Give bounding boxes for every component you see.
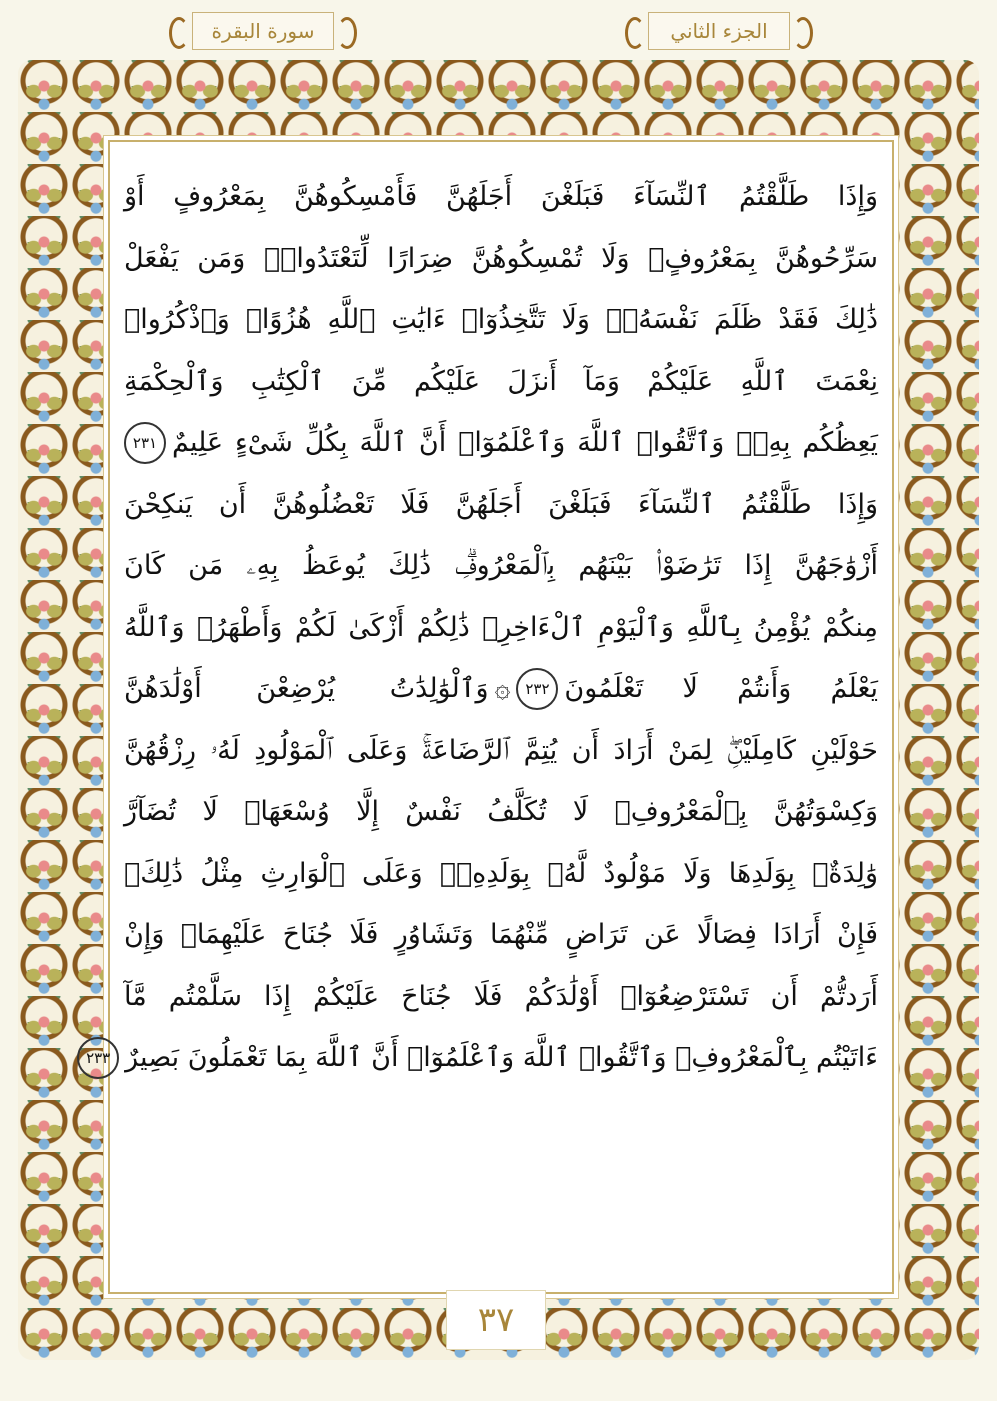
- hizb-mark-icon: ۞: [494, 673, 511, 704]
- text-line: [124, 535, 878, 597]
- line-text: يَعِظُكُم بِهِۦۚ وَٱتَّقُوا۟ ٱللَّهَ وَٱعْلَمُوٓا۟ أَنَّ ٱللَّهَ بِكُلِّ شَىْءٍ عَلِيمٌ: [172, 427, 878, 458]
- line-text: سَرِّحُوهُنَّ بِمَعْرُوفٍۚ وَلَا تُمْسِكُوهُنَّ ضِرَارًا لِّتَعْتَدُوا۟ۚ وَمَن يَفْعَلْ: [124, 242, 878, 274]
- quran-text: [86, 166, 878, 1089]
- line-text: فَإِنْ أَرَادَا فِصَالًا عَن تَرَاضٍ مِّنْهُمَا وَتَشَاوُرٍ فَلَا جُنَاحَ عَلَيْهِمَاۗ وَإِنْ: [124, 919, 878, 950]
- juz-label: الجزء الثاني: [648, 12, 790, 50]
- page-number: ٣٧: [446, 1290, 546, 1350]
- text-line: [124, 166, 878, 228]
- text-line: [124, 658, 878, 720]
- ayah-marker: ٢٣٢: [516, 668, 558, 710]
- text-line: [124, 351, 878, 413]
- line-text: وَإِذَا طَلَّقْتُمُ ٱلنِّسَآءَ فَبَلَغْنَ أَجَلَهُنَّ فَلَا تَعْضُلُوهُنَّ أَن يَنكِحْنَ: [124, 488, 878, 520]
- line-text: ءَاتَيْتُم بِٱلْمَعْرُوفِۗ وَٱتَّقُوا۟ ٱللَّهَ وَٱعْلَمُوٓا۟ أَنَّ ٱللَّهَ بِمَا تَعْمَلُونَ بَصِيرٌ: [125, 1042, 878, 1073]
- text-line: [124, 597, 878, 659]
- text-line: [124, 720, 878, 782]
- line-text: وَٰلِدَةٌۢ بِوَلَدِهَا وَلَا مَوْلُودٌ لَّهُۥ بِوَلَدِهِۦۚ وَعَلَى ٱلْوَارِثِ مِثْلُ ذَٰلِكَۗ: [124, 857, 878, 889]
- line-text: وَإِذَا طَلَّقْتُمُ ٱلنِّسَآءَ فَبَلَغْنَ أَجَلَهُنَّ فَأَمْسِكُوهُنَّ بِمَعْرُوفٍ أَوْ: [124, 181, 878, 212]
- line-text: أَزْوَٰجَهُنَّ إِذَا تَرَٰضَوْا۟ بَيْنَهُم بِٱلْمَعْرُوفِۗ ذَٰلِكَ يُوعَظُ بِهِۦ مَن كَانَ: [124, 550, 878, 581]
- line-text: وَٱلْوَٰلِدَٰتُ يُرْضِعْنَ أَوْلَٰدَهُنَّ: [123, 673, 489, 704]
- text-line: [124, 781, 878, 843]
- text-line: [124, 228, 878, 290]
- text-line: [124, 966, 878, 1028]
- text-line: [124, 474, 878, 536]
- surah-label: سورة البقرة: [192, 12, 334, 50]
- line-text: مِنكُمْ يُؤْمِنُ بِٱللَّهِ وَٱلْيَوْمِ ٱلْءَاخِرِۗ ذَٰلِكُمْ أَزْكَىٰ لَكُمْ وَأَطْهَرُۗ وَٱللَّهُ: [124, 611, 878, 643]
- text-line: [124, 904, 878, 966]
- line-text: حَوْلَيْنِ كَامِلَيْنِۖ لِمَنْ أَرَادَ أَن يُتِمَّ ٱلرَّضَاعَةَۚ وَعَلَى ٱلْمَوْلُودِ لَهُۥ رِزْقُهُنَّ: [124, 734, 878, 766]
- text-line: [124, 412, 878, 474]
- text-line: [124, 843, 878, 905]
- text-panel: [86, 140, 894, 1294]
- line-text: ذَٰلِكَ فَقَدْ ظَلَمَ نَفْسَهُۥۚ وَلَا تَتَّخِذُوٓا۟ ءَايَٰتِ ٱللَّهِ هُزُوًاۚ وَٱذْكُرُوا۟: [124, 304, 878, 335]
- line-text: نِعْمَتَ ٱللَّهِ عَلَيْكُمْ وَمَآ أَنزَلَ عَلَيْكُم مِّنَ ٱلْكِتَٰبِ وَٱلْحِكْمَةِ: [124, 365, 878, 397]
- text-line: [86, 1027, 878, 1089]
- line-text: وَكِسْوَتُهُنَّ بِٱلْمَعْرُوفِۚ لَا تُكَلَّفُ نَفْسٌ إِلَّا وُسْعَهَاۚ لَا تُضَآرَّ: [124, 796, 878, 827]
- ayah-marker: ٢٣٣: [77, 1037, 119, 1079]
- text-line: [124, 289, 878, 351]
- line-text: يَعْلَمُ وَأَنتُمْ لَا تَعْلَمُونَ: [564, 673, 878, 704]
- line-text: أَرَدتُّمْ أَن تَسْتَرْضِعُوٓا۟ أَوْلَٰدَكُمْ فَلَا جُنَاحَ عَلَيْكُمْ إِذَا سَلَّمْتُم مَّآ: [124, 980, 878, 1012]
- ayah-marker: ٢٣١: [124, 422, 166, 464]
